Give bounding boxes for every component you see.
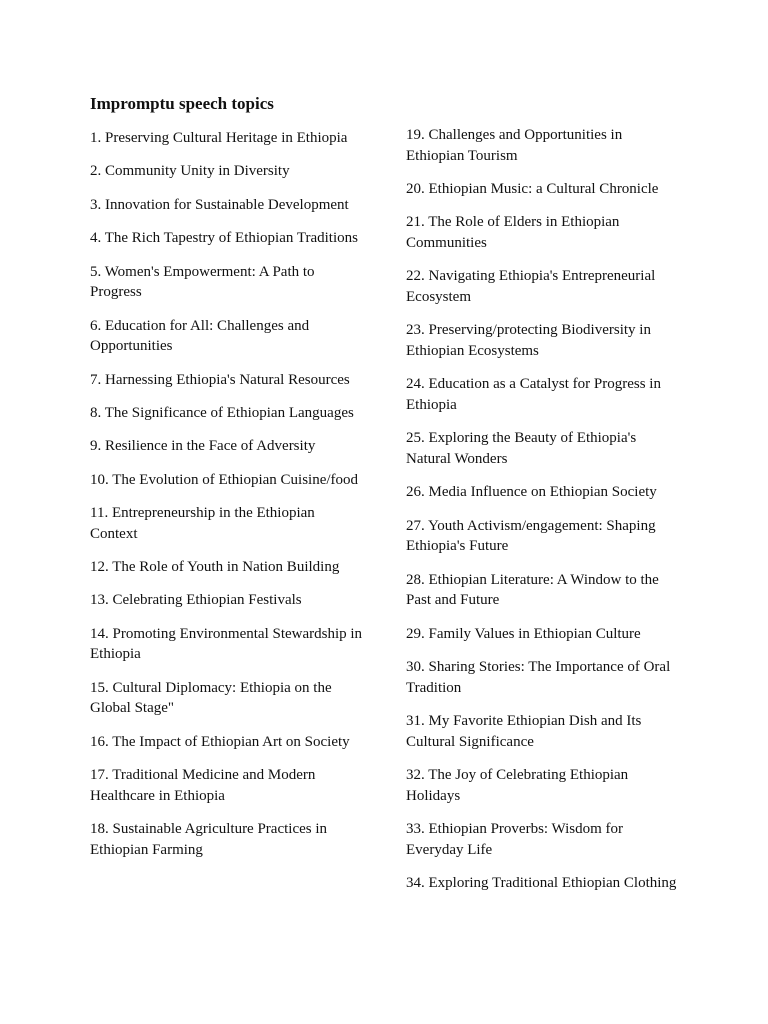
topic-item: 3. Innovation for Sustainable Development — [90, 196, 349, 213]
topic-item: 30. Sharing Stories: The Importance of Oral Tradition — [406, 659, 671, 696]
topic-item: 6. Education for All: Challenges and Opportunities — [90, 317, 310, 355]
topic-item: 34. Exploring Traditional Ethiopian Clothing — [406, 874, 677, 891]
topic-item: 24. Education as a Catalyst for Progress in Ethiopia — [406, 376, 661, 413]
topic-item: 7. Harnessing Ethiopia's Natural Resources — [90, 371, 350, 388]
topic-item: 8. The Significance of Ethiopian Languages — [90, 404, 354, 421]
topic-item: 1. Preserving Cultural Heritage in Ethiopia — [90, 130, 348, 146]
topic-item: 16. The Impact of Ethiopian Art on Society — [90, 733, 350, 750]
topic-item: 27. Youth Activism/engagement: Shaping Ethiopia's Future — [406, 517, 656, 555]
topic-item: 33. Ethiopian Proverbs: Wisdom for Everyday Life — [406, 821, 624, 858]
page-title: Impromptu speech topics — [90, 94, 274, 113]
topic-item: 12. The Role of Youth in Nation Building — [90, 559, 340, 576]
topic-item: 13. Celebrating Ethiopian Festivals — [90, 592, 302, 609]
topic-item: 4. The Rich Tapestry of Ethiopian Traditions — [90, 230, 358, 247]
topic-item: 17. Traditional Medicine and Modern Healthcare in Ethiopia — [90, 767, 316, 804]
topic-list-right — [406, 125, 678, 906]
topic-item: 20. Ethiopian Music: a Cultural Chronicle — [406, 180, 659, 197]
topic-item: 22. Navigating Ethiopia's Entrepreneurial Ecosystem — [406, 268, 656, 305]
topic-item: 26. Media Influence on Ethiopian Society — [406, 484, 657, 501]
topic-item: 25. Exploring the Beauty of Ethiopia's Natural Wonders — [406, 430, 637, 467]
topic-item: 31. My Favorite Ethiopian Dish and Its Cultural Significance — [406, 713, 642, 750]
topic-item: 29. Family Values in Ethiopian Culture — [406, 625, 641, 642]
topic-item: 15. Cultural Diplomacy: Ethiopia on the Global Stage" — [90, 679, 332, 717]
topic-item: 19. Challenges and Opportunities in Ethiopian Tourism — [406, 127, 623, 164]
topic-item: 2. Community Unity in Diversity — [90, 163, 290, 180]
topic-item: 18. Sustainable Agriculture Practices in Ethiopian Farming — [90, 821, 328, 858]
topic-item: 5. Women's Empowerment: A Path to Progress — [90, 263, 315, 301]
topic-item: 11. Entrepreneurship in the Ethiopian Context — [90, 505, 315, 542]
topic-item: 28. Ethiopian Literature: A Window to the Past and Future — [406, 571, 659, 609]
topic-item: 32. The Joy of Celebrating Ethiopian Holidays — [406, 767, 629, 804]
topic-list-left — [90, 128, 366, 873]
topic-item: 10. The Evolution of Ethiopian Cuisine/food — [90, 471, 359, 488]
topic-item: 21. The Role of Elders in Ethiopian Communities — [406, 214, 620, 251]
topic-item: 9. Resilience in the Face of Adversity — [90, 438, 316, 455]
topic-item: 23. Preserving/protecting Biodiversity in Ethiopian Ecosystems — [406, 322, 651, 359]
topic-item: 14. Promoting Environmental Stewardship in Ethiopia — [90, 625, 363, 663]
